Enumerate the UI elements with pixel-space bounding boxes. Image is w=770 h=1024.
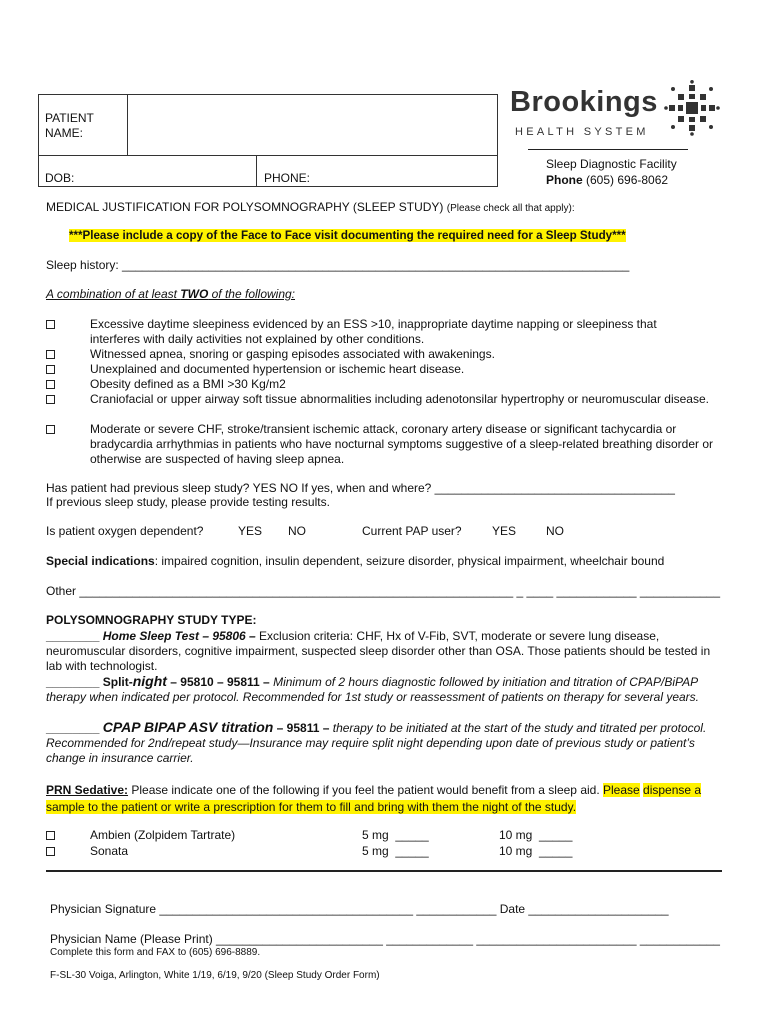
other-line: Other _________________________________________________________________ _ ____ ____________ ____________	[46, 584, 721, 598]
home-sleep-test-blank[interactable]: ________	[46, 629, 103, 643]
criteria-item-3: Unexplained and documented hypertension or ischemic heart disease.	[90, 362, 465, 376]
home-sleep-test-name: Home Sleep Test – 95806 –	[102, 629, 256, 643]
oxygen-question: Is patient oxygen dependent?	[46, 524, 204, 538]
sedative-checkbox-2[interactable]	[46, 847, 55, 856]
pap-yes[interactable]: YES	[492, 524, 517, 538]
split-night-blank[interactable]: ________	[46, 675, 103, 689]
form-title	[46, 200, 575, 214]
special-indications-text: : impaired cognition, insulin dependent, seizure disorder, physical impairment, wheelchair bound	[154, 554, 665, 568]
criteria-checkbox-4[interactable]	[46, 380, 55, 389]
sedative-name-2: Sonata	[90, 844, 129, 858]
criteria-item-1: Excessive daytime sleepiness evidenced by an ESS >10, inappropriate daytime napping or sleepiness that interferes with daily activities not explained by other conditions.	[90, 317, 657, 346]
criteria-item-6: Moderate or severe CHF, stroke/transient ischemic attack, coronary artery disease or significant tachycardia or bradycardia arrhythmias in patients who have nocturnal symptoms suggestive of a sleep-related breathing disorder or otherwise are suspected of having sleep apnea.	[90, 422, 713, 466]
cpap-titration-study	[46, 720, 721, 766]
phone-label: PHONE:	[264, 171, 311, 185]
combination-suffix: of the following:	[208, 287, 296, 301]
patient-name-box	[38, 94, 498, 156]
facility-name: Sleep Diagnostic Facility	[546, 157, 677, 171]
previous-study-results: If previous sleep study, please provide testing results.	[46, 495, 330, 509]
prn-sedative	[46, 782, 716, 816]
split-night-code: – 95810 – 95811 –	[166, 675, 270, 689]
physician-signature-line[interactable]: Physician Signature ______________________________________ ____________ Date _____________________	[50, 902, 669, 916]
criteria-item-4: Obesity defined as a BMI >30 Kg/m2	[90, 377, 286, 391]
pap-no[interactable]: NO	[546, 524, 564, 538]
home-sleep-test	[46, 629, 718, 674]
split-night-text: Minimum of 2 hours diagnostic followed by initiation and titration of CPAP/BiPAP therapy when indicated per protocol. Recommended for 1st study or reassessment of patients on therapy for several years.	[46, 675, 700, 704]
facility-phone-prefix: Phone	[546, 173, 583, 187]
dob-label: DOB:	[45, 171, 75, 185]
facility-phone-number: (605) 696-8062	[586, 173, 669, 187]
dob-phone-divider	[256, 155, 257, 186]
cpap-titration-code: – 95811 –	[273, 721, 330, 735]
combination-heading	[46, 287, 295, 301]
form-title-text: MEDICAL JUSTIFICATION FOR POLYSOMNOGRAPHY (SLEEP STUDY)	[46, 200, 444, 214]
patient-name-label: PATIENT NAME:	[45, 111, 94, 140]
criteria-checkbox-5[interactable]	[46, 395, 55, 404]
criteria-item-2: Witnessed apnea, snoring or gasping episodes associated with awakenings.	[90, 347, 495, 361]
form-title-note: (Please check all that apply):	[446, 203, 575, 214]
cpap-titration-text: therapy to be initiated at the start of the study and titrated per protocol. Recommended for 2nd/repeat study—Insurance may require split night depending upon date of previous study or patient’s change in insurance carrier.	[46, 721, 707, 765]
oxygen-no[interactable]: NO	[288, 524, 306, 538]
prn-sedative-text: Please indicate one of the following if you feel the patient would benefit from a sleep aid.	[128, 783, 603, 797]
logo-emblem-icon	[664, 80, 720, 136]
logo-rule	[528, 149, 688, 150]
criteria-item-5: Craniofacial or upper airway soft tissue abnormalities including adenotonsilar hypertrophy or neuromuscular disease.	[90, 392, 709, 406]
physician-name-line[interactable]: Physician Name (Please Print) _________________________ _____________ ________________________ ____________	[50, 932, 720, 946]
split-night-name-a: Split-	[102, 675, 133, 689]
logo-name: Brookings	[510, 86, 658, 118]
facility-phone	[546, 173, 668, 187]
study-type-heading: POLYSOMNOGRAPHY STUDY TYPE:	[46, 613, 257, 627]
combination-two: TWO	[180, 287, 209, 301]
prn-highlight-b: dispense a sample to the patient or write a prescription for them to fill and bring with them the night of the study.	[46, 783, 702, 814]
patient-name-divider	[127, 94, 128, 155]
criteria-checkbox-6[interactable]	[46, 425, 55, 434]
fax-instruction: Complete this form and FAX to (605) 696-8889.	[50, 947, 261, 958]
combination-prefix: A combination of at least	[46, 287, 181, 301]
sedative-dose1-2[interactable]: 5 mg _____	[362, 844, 429, 858]
special-indications	[46, 554, 664, 568]
oxygen-yes[interactable]: YES	[238, 524, 263, 538]
split-night-study	[46, 674, 718, 705]
pap-question: Current PAP user?	[362, 524, 462, 538]
prn-highlight-a: Please	[603, 783, 640, 797]
sedative-checkbox-1[interactable]	[46, 831, 55, 840]
criteria-checkbox-2[interactable]	[46, 350, 55, 359]
sedative-dose2-2[interactable]: 10 mg _____	[499, 844, 573, 858]
sedative-name-1: Ambien (Zolpidem Tartrate)	[90, 828, 236, 842]
cpap-titration-blank[interactable]: ________	[46, 721, 103, 735]
sedative-dose1-1[interactable]: 5 mg _____	[362, 828, 429, 842]
section-divider	[46, 870, 722, 872]
logo-subtitle: HEALTH SYSTEM	[515, 126, 649, 138]
split-night-name-b: night	[132, 673, 167, 689]
face-to-face-notice: ***Please include a copy of the Face to Face visit documenting the required need for a Sleep Study***	[69, 229, 626, 242]
criteria-checkbox-1[interactable]	[46, 320, 55, 329]
sleep-history-line: Sleep history: ____________________________________________________________________________	[46, 258, 630, 272]
cpap-titration-name: CPAP BIPAP ASV titration	[102, 719, 274, 735]
home-sleep-test-text: Exclusion criteria: CHF, Hx of V-Fib, SVT, moderate or severe lung disease, neuromuscular disorders, cognitive impairment, suspected sleep disorder other than OSA. Those patients should be tested in lab with technologist.	[46, 629, 711, 673]
form-footer: F-SL-30 Voiga, Arlington, White 1/19, 6/19, 9/20 (Sleep Study Order Form)	[50, 970, 380, 981]
special-indications-label: Special indications	[46, 554, 155, 568]
prn-sedative-label: PRN Sedative:	[46, 783, 129, 797]
previous-study-question: Has patient had previous sleep study? YES NO If yes, when and where? ____________________________________	[46, 481, 675, 495]
sedative-dose2-1[interactable]: 10 mg _____	[499, 828, 573, 842]
criteria-checkbox-3[interactable]	[46, 365, 55, 374]
